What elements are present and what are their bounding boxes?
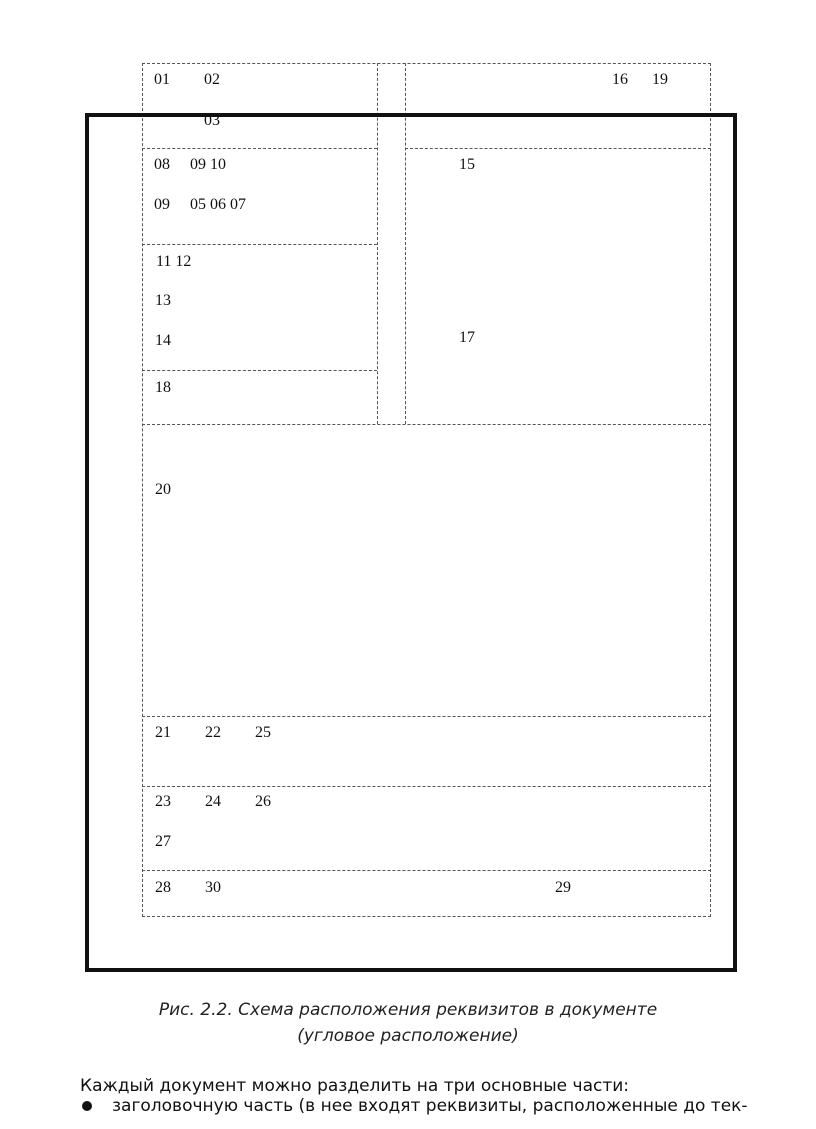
label-14: 14 (155, 332, 171, 349)
label-19: 19 (652, 71, 668, 88)
page-frame (85, 113, 737, 972)
label-09: 09 (154, 196, 170, 213)
label-13: 13 (155, 292, 171, 309)
paragraph-intro: Каждый документ можно разделить на три основные части: (80, 1076, 630, 1096)
label-03: 03 (204, 112, 220, 129)
label-21: 21 (155, 724, 171, 741)
label-20: 20 (155, 481, 171, 498)
label-22: 22 (205, 724, 221, 741)
figure-caption-line-2: (угловое расположение) (297, 1026, 519, 1046)
figure-caption-line-1: Рис. 2.2. Схема расположения реквизитов в документе (158, 1000, 658, 1020)
label-01: 01 (154, 71, 170, 88)
label-24: 24 (205, 793, 221, 810)
label-17: 17 (459, 329, 475, 346)
label-23: 23 (155, 793, 171, 810)
bullet-icon (82, 1101, 92, 1111)
label-30: 30 (205, 879, 221, 896)
label-25: 25 (255, 724, 271, 741)
label-15: 15 (459, 156, 475, 173)
label-16: 16 (612, 71, 628, 88)
label-05-06-07: 05 06 07 (190, 196, 246, 213)
label-26: 26 (255, 793, 271, 810)
label-11-12: 11 12 (156, 253, 192, 270)
bullet-item-header: заголовочную часть (в нее входят реквизиты, расположенные до тек- (112, 1096, 748, 1116)
label-28: 28 (155, 879, 171, 896)
label-09-10: 09 10 (190, 156, 226, 173)
label-02: 02 (204, 71, 220, 88)
label-08: 08 (154, 156, 170, 173)
label-29: 29 (555, 879, 571, 896)
label-18: 18 (155, 379, 171, 396)
label-27: 27 (155, 833, 171, 850)
